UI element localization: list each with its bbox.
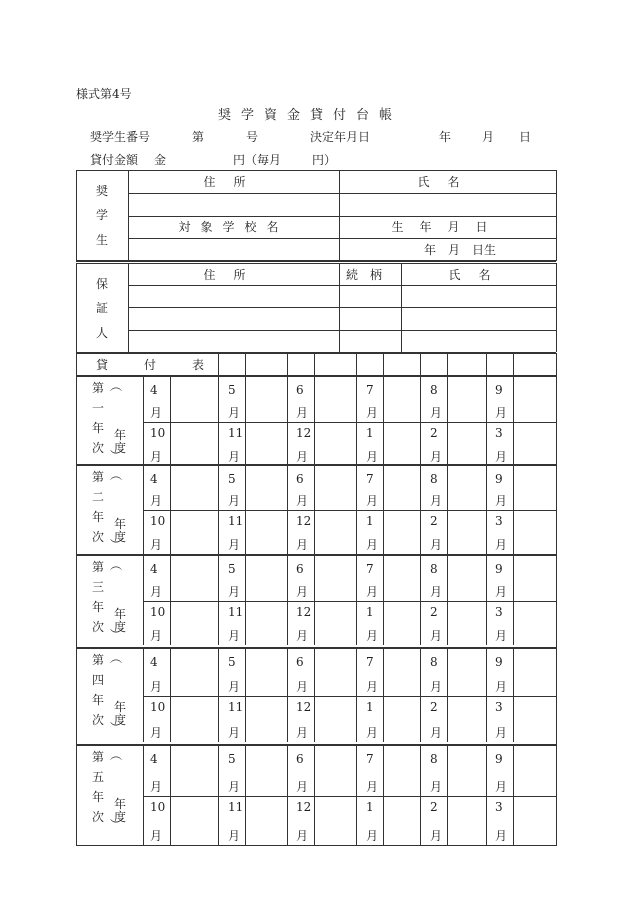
year-label-char: 二 — [92, 490, 105, 504]
year-label-char: 第 — [92, 470, 105, 484]
guarantor-label-3: 人 — [96, 326, 109, 340]
month-unit: 月 — [150, 494, 163, 508]
month-number: 9 — [495, 472, 503, 486]
month-number: 1 — [366, 426, 374, 440]
month-number: 10 — [150, 605, 166, 619]
dai-label: 第 — [192, 130, 205, 144]
year-label-char: 年 — [92, 790, 105, 804]
month-number: 9 — [495, 655, 503, 669]
month-number: 6 — [296, 562, 304, 576]
student-address-header: 住所 — [203, 175, 264, 189]
month-unit: 月 — [495, 680, 508, 694]
month-unit: 月 — [150, 829, 163, 843]
month-unit: 月 — [228, 680, 241, 694]
bracket-open: ︵ — [110, 468, 123, 482]
month-unit: 月 — [296, 494, 309, 508]
month-unit: 月 — [430, 406, 443, 420]
month-number: 12 — [296, 700, 312, 714]
month-number: 5 — [228, 655, 236, 669]
year-label-char: 次 — [92, 441, 105, 455]
month-unit: 月 — [296, 829, 309, 843]
monthly-yen-label: 円（毎月 — [233, 153, 282, 167]
month-number: 1 — [366, 605, 374, 619]
go-label: 号 — [246, 130, 259, 144]
month-number: 3 — [495, 800, 503, 814]
month-number: 1 — [366, 800, 374, 814]
month-unit: 月 — [150, 450, 163, 464]
month-number: 4 — [150, 655, 158, 669]
bracket-open: ︵ — [110, 748, 123, 762]
year-label-char: 年 — [92, 421, 105, 435]
month-unit: 月 — [366, 450, 379, 464]
month-unit: 月 — [430, 680, 443, 694]
month-unit: 月 — [228, 450, 241, 464]
month-number: 10 — [150, 800, 166, 814]
month-number: 7 — [366, 752, 374, 766]
month-unit: 月 — [228, 629, 241, 643]
year-label-char: 年 — [92, 693, 105, 707]
month-unit: 月 — [296, 585, 309, 599]
day-label: 日 — [519, 130, 532, 144]
month-number: 3 — [495, 426, 503, 440]
month-unit: 月 — [366, 726, 379, 740]
month-unit: 月 — [150, 726, 163, 740]
month-number: 6 — [296, 655, 304, 669]
month-unit: 月 — [296, 629, 309, 643]
year-label-char: 次 — [92, 810, 105, 824]
month-unit: 月 — [495, 585, 508, 599]
guarantor-label-1: 保 — [96, 277, 109, 291]
amount-label: 貸付金額 — [90, 153, 139, 167]
month-unit: 月 — [495, 829, 508, 843]
month-number: 3 — [495, 605, 503, 619]
month-unit: 月 — [228, 538, 241, 552]
year-nendo-label: 年度 — [114, 428, 127, 455]
month-unit: 月 — [296, 406, 309, 420]
month-number: 10 — [150, 426, 166, 440]
year-label-char: 第 — [92, 750, 105, 764]
month-number: 6 — [296, 472, 304, 486]
month-unit: 月 — [150, 680, 163, 694]
month-number: 11 — [228, 426, 244, 440]
month-number: 8 — [430, 383, 438, 397]
month-number: 5 — [228, 472, 236, 486]
month-unit: 月 — [366, 538, 379, 552]
month-number: 12 — [296, 800, 312, 814]
bracket-close: ︶ — [110, 628, 123, 642]
month-number: 9 — [495, 383, 503, 397]
guarantor-name-header: 氏名 — [448, 268, 509, 282]
month-unit: 月 — [150, 780, 163, 794]
month-number: 9 — [495, 752, 503, 766]
month-number: 11 — [228, 605, 244, 619]
month-number: 8 — [430, 472, 438, 486]
month-number: 4 — [150, 562, 158, 576]
loan-table-header: 貸付表 — [96, 358, 241, 372]
year-nendo-label: 年度 — [114, 797, 127, 824]
month-unit: 月 — [366, 780, 379, 794]
month-number: 4 — [150, 472, 158, 486]
month-unit: 月 — [366, 406, 379, 420]
month-number: 2 — [430, 426, 438, 440]
year-label-char: 年 — [92, 600, 105, 614]
month-unit: 月 — [495, 538, 508, 552]
year-label-char: 一 — [92, 401, 105, 415]
month-number: 7 — [366, 562, 374, 576]
month-number: 7 — [366, 472, 374, 486]
month-number: 11 — [228, 514, 244, 528]
bracket-close: ︶ — [110, 538, 123, 552]
year-nendo-label: 年度 — [114, 607, 127, 634]
bracket-close: ︶ — [110, 818, 123, 832]
month-unit: 月 — [150, 538, 163, 552]
month-unit: 月 — [430, 726, 443, 740]
month-unit: 月 — [495, 629, 508, 643]
month-number: 6 — [296, 752, 304, 766]
month-number: 12 — [296, 514, 312, 528]
bracket-open: ︵ — [110, 558, 123, 572]
month-unit: 月 — [430, 629, 443, 643]
month-number: 12 — [296, 605, 312, 619]
month-unit: 月 — [228, 406, 241, 420]
year-label-char: 四 — [92, 673, 105, 687]
month-number: 11 — [228, 700, 244, 714]
student-name-header: 氏名 — [417, 175, 478, 189]
year-label: 年 — [439, 130, 452, 144]
month-number: 8 — [430, 655, 438, 669]
birthdate-value-label: 年 月 日生 — [424, 243, 497, 257]
month-number: 4 — [150, 383, 158, 397]
month-number: 8 — [430, 752, 438, 766]
month-unit: 月 — [430, 538, 443, 552]
month-number: 4 — [150, 752, 158, 766]
year-nendo-label: 年度 — [114, 700, 127, 727]
relation-header: 続柄 — [345, 268, 394, 282]
month-number: 10 — [150, 514, 166, 528]
month-number: 11 — [228, 800, 244, 814]
month-unit: 月 — [366, 629, 379, 643]
month-number: 10 — [150, 700, 166, 714]
month-unit: 月 — [430, 829, 443, 843]
school-name-header: 対象学校名 — [178, 220, 289, 234]
year-label-char: 次 — [92, 713, 105, 727]
month-number: 8 — [430, 562, 438, 576]
birthdate-header: 生年月日 — [391, 220, 504, 234]
year-label-char: 第 — [92, 560, 105, 574]
year-label-char: 五 — [92, 770, 105, 784]
kin-label: 金 — [154, 153, 167, 167]
guarantor-label-2: 証 — [96, 301, 109, 315]
bracket-open: ︵ — [110, 379, 123, 393]
month-number: 2 — [430, 605, 438, 619]
month-number: 5 — [228, 383, 236, 397]
month-number: 3 — [495, 514, 503, 528]
month-unit: 月 — [366, 680, 379, 694]
month-unit: 月 — [150, 629, 163, 643]
month-unit: 月 — [495, 494, 508, 508]
month-unit: 月 — [228, 780, 241, 794]
page-title: 奨学資金貸付台帳 — [218, 108, 403, 123]
yen-end-label: 円） — [312, 153, 337, 167]
month-unit: 月 — [495, 780, 508, 794]
student-label-3: 生 — [96, 233, 109, 247]
year-label-char: 次 — [92, 620, 105, 634]
student-label-1: 奨 — [96, 184, 109, 198]
student-label-2: 学 — [96, 208, 109, 222]
month-number: 7 — [366, 655, 374, 669]
month-number: 5 — [228, 752, 236, 766]
year-nendo-label: 年度 — [114, 517, 127, 544]
month-unit: 月 — [296, 780, 309, 794]
month-number: 6 — [296, 383, 304, 397]
month-number: 12 — [296, 426, 312, 440]
month-number: 2 — [430, 700, 438, 714]
month-number: 1 — [366, 514, 374, 528]
bracket-close: ︶ — [110, 721, 123, 735]
month-unit: 月 — [296, 538, 309, 552]
month-unit: 月 — [495, 450, 508, 464]
month-number: 1 — [366, 700, 374, 714]
month-unit: 月 — [366, 829, 379, 843]
month-unit: 月 — [296, 450, 309, 464]
guarantor-address-header: 住所 — [203, 268, 264, 282]
month-number: 7 — [366, 383, 374, 397]
month-unit: 月 — [150, 406, 163, 420]
year-label-char: 三 — [92, 580, 105, 594]
month-unit: 月 — [366, 585, 379, 599]
month-unit: 月 — [228, 726, 241, 740]
month-unit: 月 — [296, 680, 309, 694]
bracket-open: ︵ — [110, 651, 123, 665]
student-number-label: 奨学生番号 — [90, 130, 151, 144]
month-unit: 月 — [228, 829, 241, 843]
year-label-char: 第 — [92, 381, 105, 395]
month-unit: 月 — [495, 726, 508, 740]
month-unit: 月 — [430, 450, 443, 464]
month-number: 9 — [495, 562, 503, 576]
month-unit: 月 — [430, 494, 443, 508]
bracket-close: ︶ — [110, 449, 123, 463]
month-number: 3 — [495, 700, 503, 714]
month-unit: 月 — [228, 494, 241, 508]
month-unit: 月 — [366, 494, 379, 508]
year-label-char: 次 — [92, 530, 105, 544]
month-unit: 月 — [150, 585, 163, 599]
month-unit: 月 — [430, 585, 443, 599]
month-unit: 月 — [495, 406, 508, 420]
decision-date-label: 決定年月日 — [310, 130, 371, 144]
year-label-char: 年 — [92, 510, 105, 524]
year-label-char: 第 — [92, 653, 105, 667]
month-number: 2 — [430, 514, 438, 528]
month-label: 月 — [482, 130, 495, 144]
month-unit: 月 — [430, 780, 443, 794]
month-number: 5 — [228, 562, 236, 576]
month-unit: 月 — [228, 585, 241, 599]
form-number: 様式第4号 — [76, 87, 132, 101]
month-unit: 月 — [296, 726, 309, 740]
month-number: 2 — [430, 800, 438, 814]
